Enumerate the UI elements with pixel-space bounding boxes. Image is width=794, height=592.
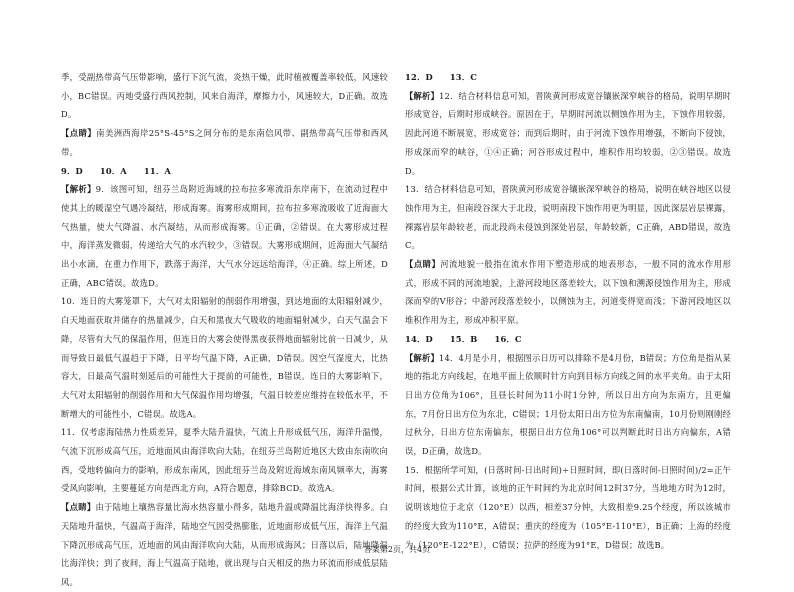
section-tag: 【点睛】: [405, 259, 441, 270]
paragraph-text: 12．D 13．C: [405, 72, 478, 82]
section-tag: 【解析】: [61, 184, 96, 195]
paragraph-text: 11．仅考虑海陆热力性质差异，夏季大陆升温快，气流上升形成低气压，海洋升温慢，气流下沉形成高气压，近地面风由海洋吹向大陆，在纽芬兰岛附近地区大致由东南吹向西，受地转偏向力的影响，形成东南风，因此纽芬兰岛及附近海域东南风频率大，海雾受风向影响，主要蔓延方向是西北方向，A符合题意，排除BCD。故选A。: [61, 427, 388, 494]
paragraph-text: 季，受副热带高气压带影响，盛行下沉气流，炎热干燥，此时植被覆盖率较低，风速较小，BC错误。丙地受盛行西风控制，风来自海洋，摩擦力小，风速较大，D正确。故选D。: [61, 72, 388, 120]
paragraph-text: 13．结合材料信息可知，晋陕黄河形成宽谷镶嵌深窄峡谷的格局，说明在峡谷地区以侵蚀作用为主，但南段谷深大于北段，说明南段下蚀作用更为明显，因此深层岩层裸露，裸露岩层年龄较老，而北段尚未侵蚀到深处岩层，年龄较新，C正确，ABD错误，故选C。: [405, 184, 731, 251]
paragraph-text: 南美洲西海岸25°S-45°S之间分布的是东南信风带、副热带高气压带和西风带。: [61, 128, 388, 157]
text-paragraph: [61, 68, 388, 124]
text-paragraph: [61, 423, 388, 498]
paragraph-text: 15．根据所学可知，(日落时间-日出时间)÷日照时间，即(日落时间-日照时间)/2=正午时间，根据公式计算，该地的正午时间约为北京时间12时37分，当地地方时为12时，说明该地位于北京（120°E）以西，相差37分钟，大致相差9.25个经度，所以该城市的经度大致为110°E，A错误；重庆的经度为（105°E-110°E），B正确；上海的经度为（120°E-122°E），C错误；拉萨的经度为91°E，D错误；故选B。: [405, 464, 731, 550]
paragraph-text: 10．连日的大雾笼罩下，大气对太阳辐射的削弱作用增强，到达地面的太阳辐射减少，白天地面获取并储存的热量减少，白天和黑夜大气吸收的地面辐射减少，白天气温会下降，尽管有大气的保温作用，但连日的大雾会使得黑夜获得地面辐射比前一日减少，从而导致日最低气温趋于下降，日平均气温下降，A正确，D错误。因空气湿度大，比热容大，日最高气温时刻延后的可能性大于提前的可能性，B错误。连日的大雾影响下，大气对太阳辐射的削弱作用和大气保温作用均增强，气温日较差应维持在较低水平，不断增大的可能性小，C错误。故选A。: [61, 296, 388, 419]
analysis-paragraph: [61, 180, 388, 292]
note-paragraph: [61, 124, 388, 161]
paragraph-text: 9．该图可知，纽芬兰岛附近海域的拉布拉多寒流沿东岸南下，在流动过程中使其上的暖湿空气遇冷凝结，形成海雾。海雾形成期间，拉布拉多寒流吸收了近海面大气热量，使大气降温、水汽凝结，从而形成海雾。①正确，②错误。在大雾形成过程中，海洋蒸发微弱，传递给大气的水汽较少，③错误。大雾形成期间，近海面大气凝结出小水滴，在重力作用下，跌落于海洋，大气水分远远给海洋，④正确。综上所述，D正确，ABC错误。故选D。: [61, 184, 388, 288]
paragraph-text: 12．结合材料信息可知，晋陕黄河形成宽谷镶嵌深窄峡谷的格局，说明早期时形成宽谷，后期时形成峡谷。原因在于，早期时河流以侧蚀作用为主，下蚀作用较弱，因此河道不断展宽，形成宽谷；而到后期时，由于河流下蚀作用增强，不断向下侵蚀，形成深而窄的峡谷，①④正确；河谷形成过程中，堆积作用均较弱，②③错误。故选D。: [405, 90, 731, 176]
paragraph-text: 9．D 10．A 11．A: [61, 165, 172, 176]
analysis-paragraph: [405, 349, 731, 461]
page-footer: 答案第2页，共4页: [363, 545, 431, 554]
section-tag: 【点睛】: [61, 128, 97, 139]
text-paragraph: [61, 292, 388, 423]
text-paragraph: [405, 461, 731, 555]
analysis-paragraph: [405, 87, 731, 181]
section-tag: 【解析】: [405, 352, 440, 363]
answer-key-line: [61, 162, 388, 181]
left-column: [61, 68, 388, 592]
note-paragraph: [405, 255, 731, 330]
section-tag: 【点睛】: [61, 502, 96, 513]
paragraph-text: 14．D 15．B 16．C: [405, 333, 522, 344]
answer-key-line: [405, 68, 731, 87]
answer-key-line: [405, 330, 731, 349]
section-tag: 【解析】: [405, 90, 440, 101]
paragraph-text: 由于陆地上壤热容量比海水热容量小得多，陆地升温或降温比海洋快得多。白天陆地升温快，气温高于海洋，陆地空气因受热膨胀，近地面形成低气压，海洋上气温下降沉形成高气压，近地面的风由海洋吹向大陆，从而形成海风；日落以后，陆地降温比海洋快；到了夜间，海上气温高于陆地，就出现与白天相反的热力环流而形成低层陆风。: [61, 502, 388, 587]
paragraph-text: 河流地貌一般指在流水作用下塑造形成的地表形态，一般不同的流水作用形式，形成不同的河流地貌，上游河段地区落差较大，以下蚀和溯源侵蚀作用为主，形成深而窄的V形谷；中游河段落差较小，以侧蚀为主，河道变得宽而浅；下游河段地区以堆积作用为主，形成冲积平原。: [405, 259, 731, 326]
paragraph-text: 14．4月是小月，根据图示日历可以排除不是4月份，B错误；方位角是指从某地的指北方向线起，在地平面上依顺时针方向到目标方向线之间的水平夹角。由于太阳日出方位角为106°，且昼长时间为11小时1分钟，所以日出方向为东南方，且更偏东，7月份日出方位为东北，C错误；1月份太阳日出方位为东南偏南，10月份则刚刚经过秋分，日出方位东南偏东，根据日出方位角106°可以判断此时日出方向偏东，A错误，D正确，故选D。: [405, 352, 731, 457]
right-column: [405, 68, 731, 554]
text-paragraph: [405, 180, 731, 255]
